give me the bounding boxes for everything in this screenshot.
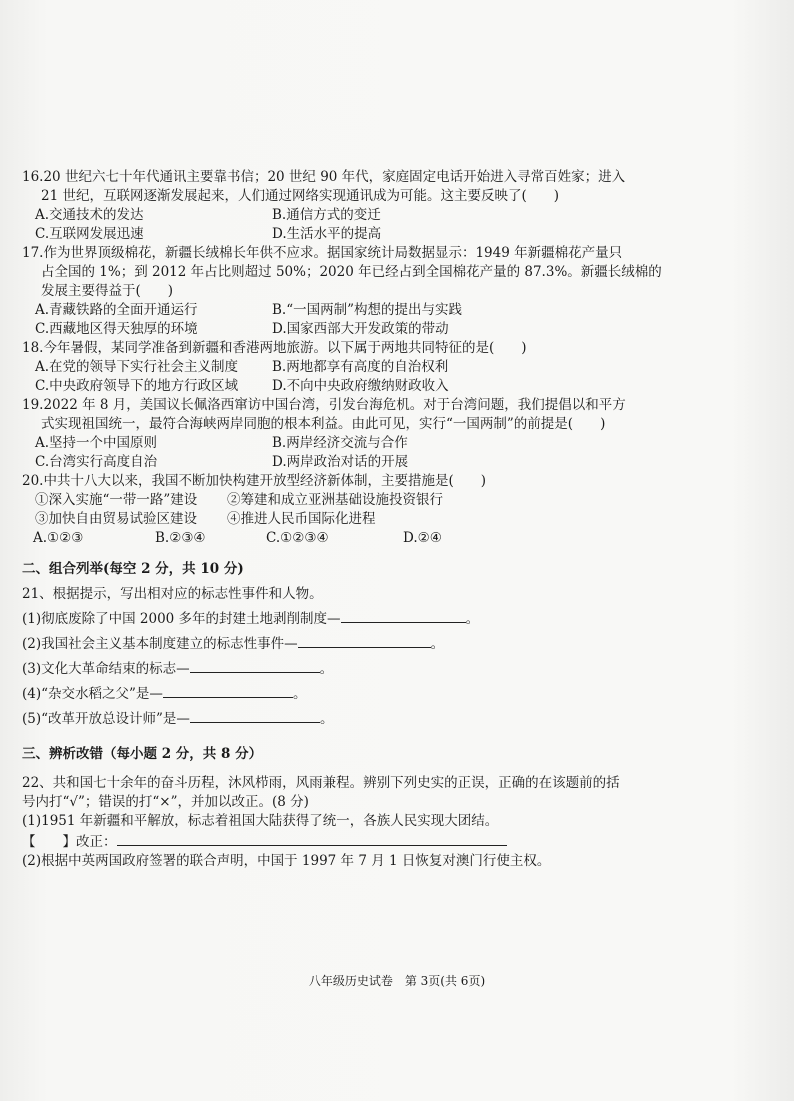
blank-line-2 [22, 633, 762, 654]
question-stem: 21 世纪，互联网逐渐发展起来，人们通过网络实现通讯成为可能。这主要反映了( ) [41, 188, 560, 204]
page-footer: 八年级历史试卷 第 3页(共 6页) [308, 974, 486, 988]
question-18 [22, 339, 762, 396]
option-b: B.两地都享有高度的自治权利 [272, 359, 449, 375]
options-row [22, 434, 762, 453]
answer-blank[interactable] [341, 608, 466, 623]
correction-blank[interactable] [117, 831, 507, 846]
blank-line-5 [22, 708, 762, 729]
option-d: D.国家西部大开发政策的带动 [272, 321, 449, 337]
exam-content [22, 168, 762, 871]
items-row [22, 491, 762, 510]
option-a: A.交通技术的发达 [35, 207, 144, 223]
options-row [22, 529, 762, 548]
question-stem: 发展主要得益于( ) [41, 283, 174, 299]
option-a: A.在党的领导下实行社会主义制度 [35, 359, 239, 375]
answer-blank[interactable] [298, 633, 431, 648]
options-row [22, 206, 762, 225]
question-stem: 号内打“√”；错误的打“×”，并加以改正。(8 分) [22, 794, 309, 810]
options-row [22, 453, 762, 472]
correction-label: 【 】改正： [22, 834, 117, 850]
blank-prompt: (2)我国社会主义基本制度建立的标志性事件— [22, 636, 298, 652]
options-row [22, 225, 762, 244]
options-row [22, 358, 762, 377]
answer-blank[interactable] [190, 708, 320, 723]
option-d: D.不向中央政府缴纳财政收入 [272, 378, 449, 394]
options-row [22, 320, 762, 339]
question-20 [22, 472, 762, 548]
items-row [22, 510, 762, 529]
option-a: A.坚持一个中国原则 [35, 435, 158, 451]
section-3-title: 三、辨析改错（每小题 2 分，共 8 分） [22, 746, 263, 762]
blank-prompt: (3)文化大革命结束的标志— [22, 661, 190, 677]
statement-2: (2)根据中英两国政府签署的联合声明，中国于 1997 年 7 月 1 日恢复对澳门行使主权。 [22, 853, 551, 869]
item-3: ③加快自由贸易试验区建设 [35, 511, 197, 527]
option-c: C.中央政府领导下的地方行政区域 [35, 378, 239, 394]
option-d: D.两岸政治对话的开展 [272, 454, 409, 470]
option-c: C.西藏地区得天独厚的环境 [35, 321, 198, 337]
question-stem: 占全国的 1%；到 2012 年占比则超过 50%；2020 年已经占到全国棉花产量的 87.3%。新疆长绒棉的 [41, 264, 662, 280]
option-b: B.两岸经济交流与合作 [272, 435, 408, 451]
option-c: C.台湾实行高度自治 [35, 454, 158, 470]
question-22 [22, 770, 762, 871]
item-4: ④推进人民币国际化进程 [227, 511, 376, 527]
question-21 [22, 585, 762, 729]
option-d: D.生活水平的提高 [272, 226, 382, 242]
period: 。 [319, 711, 334, 727]
question-stem: 16.20 世纪六七十年代通讯主要靠书信；20 世纪 90 年代，家庭固定电话开始进入寻常百姓家；进入 [22, 169, 626, 185]
option-a: A.青藏铁路的全面开通运行 [35, 302, 198, 318]
question-19 [22, 396, 762, 472]
blank-prompt: (5)“改革开放总设计师”是— [22, 711, 190, 727]
option-a: A.①②③ [33, 530, 84, 546]
option-b: B.通信方式的变迁 [272, 207, 381, 223]
section-2-title: 二、组合列举(每空 2 分，共 10 分) [22, 561, 244, 577]
statement-1: (1)1951 年新疆和平解放，标志着祖国大陆获得了统一，各族人民实现大团结。 [22, 813, 499, 829]
options-row [22, 301, 762, 320]
options-row [22, 377, 762, 396]
blank-prompt: (4)“杂交水稻之父”是— [22, 686, 163, 702]
item-1: ①深入实施“一带一路”建设 [35, 492, 198, 508]
question-stem: 20.中共十八大以来，我国不断加快构建开放型经济新体制，主要措施是( ) [22, 473, 487, 489]
question-stem: 式实现祖国统一，最符合海峡两岸同胞的根本利益。由此可见，实行“一国两制”的前提是( ) [41, 416, 606, 432]
option-b: B.“一国两制”构想的提出与实践 [272, 302, 463, 318]
question-stem: 18.今年暑假，某同学准备到新疆和香港两地旅游。以下属于两地共同特征的是( ) [22, 340, 527, 356]
period: 。 [465, 611, 480, 627]
blank-line-4 [22, 683, 762, 704]
question-stem: 22、共和国七十余年的奋斗历程，沐风栉雨，风雨兼程。辨别下列史实的正误，正确的在该题前的括 [22, 775, 620, 791]
question-stem: 21、根据提示，写出相对应的标志性事件和人物。 [22, 586, 323, 602]
answer-blank[interactable] [190, 658, 320, 673]
period: 。 [430, 636, 445, 652]
question-16 [22, 168, 762, 244]
question-17 [22, 244, 762, 339]
blank-line-3 [22, 658, 762, 679]
option-b: B.②③④ [155, 530, 206, 546]
item-2: ②筹建和成立亚洲基础设施投资银行 [227, 492, 443, 508]
blank-prompt: (1)彻底废除了中国 2000 多年的封建土地剥削制度— [22, 611, 341, 627]
option-c: C.互联网发展迅速 [35, 226, 144, 242]
question-stem: 17.作为世界顶级棉花，新疆长绒棉长年供不应求。据国家统计局数据显示：1949 年新疆棉花产量只 [22, 245, 623, 261]
correction-line [22, 831, 762, 852]
option-c: C.①②③④ [266, 530, 329, 546]
answer-blank[interactable] [163, 683, 293, 698]
option-d: D.②④ [403, 530, 442, 546]
blank-line-1 [22, 608, 762, 629]
question-stem: 19.2022 年 8 月，美国议长佩洛西窜访中国台湾，引发台海危机。对于台湾问题，我们提倡以和平方 [22, 397, 626, 413]
period: 。 [319, 661, 334, 677]
period: 。 [292, 686, 307, 702]
